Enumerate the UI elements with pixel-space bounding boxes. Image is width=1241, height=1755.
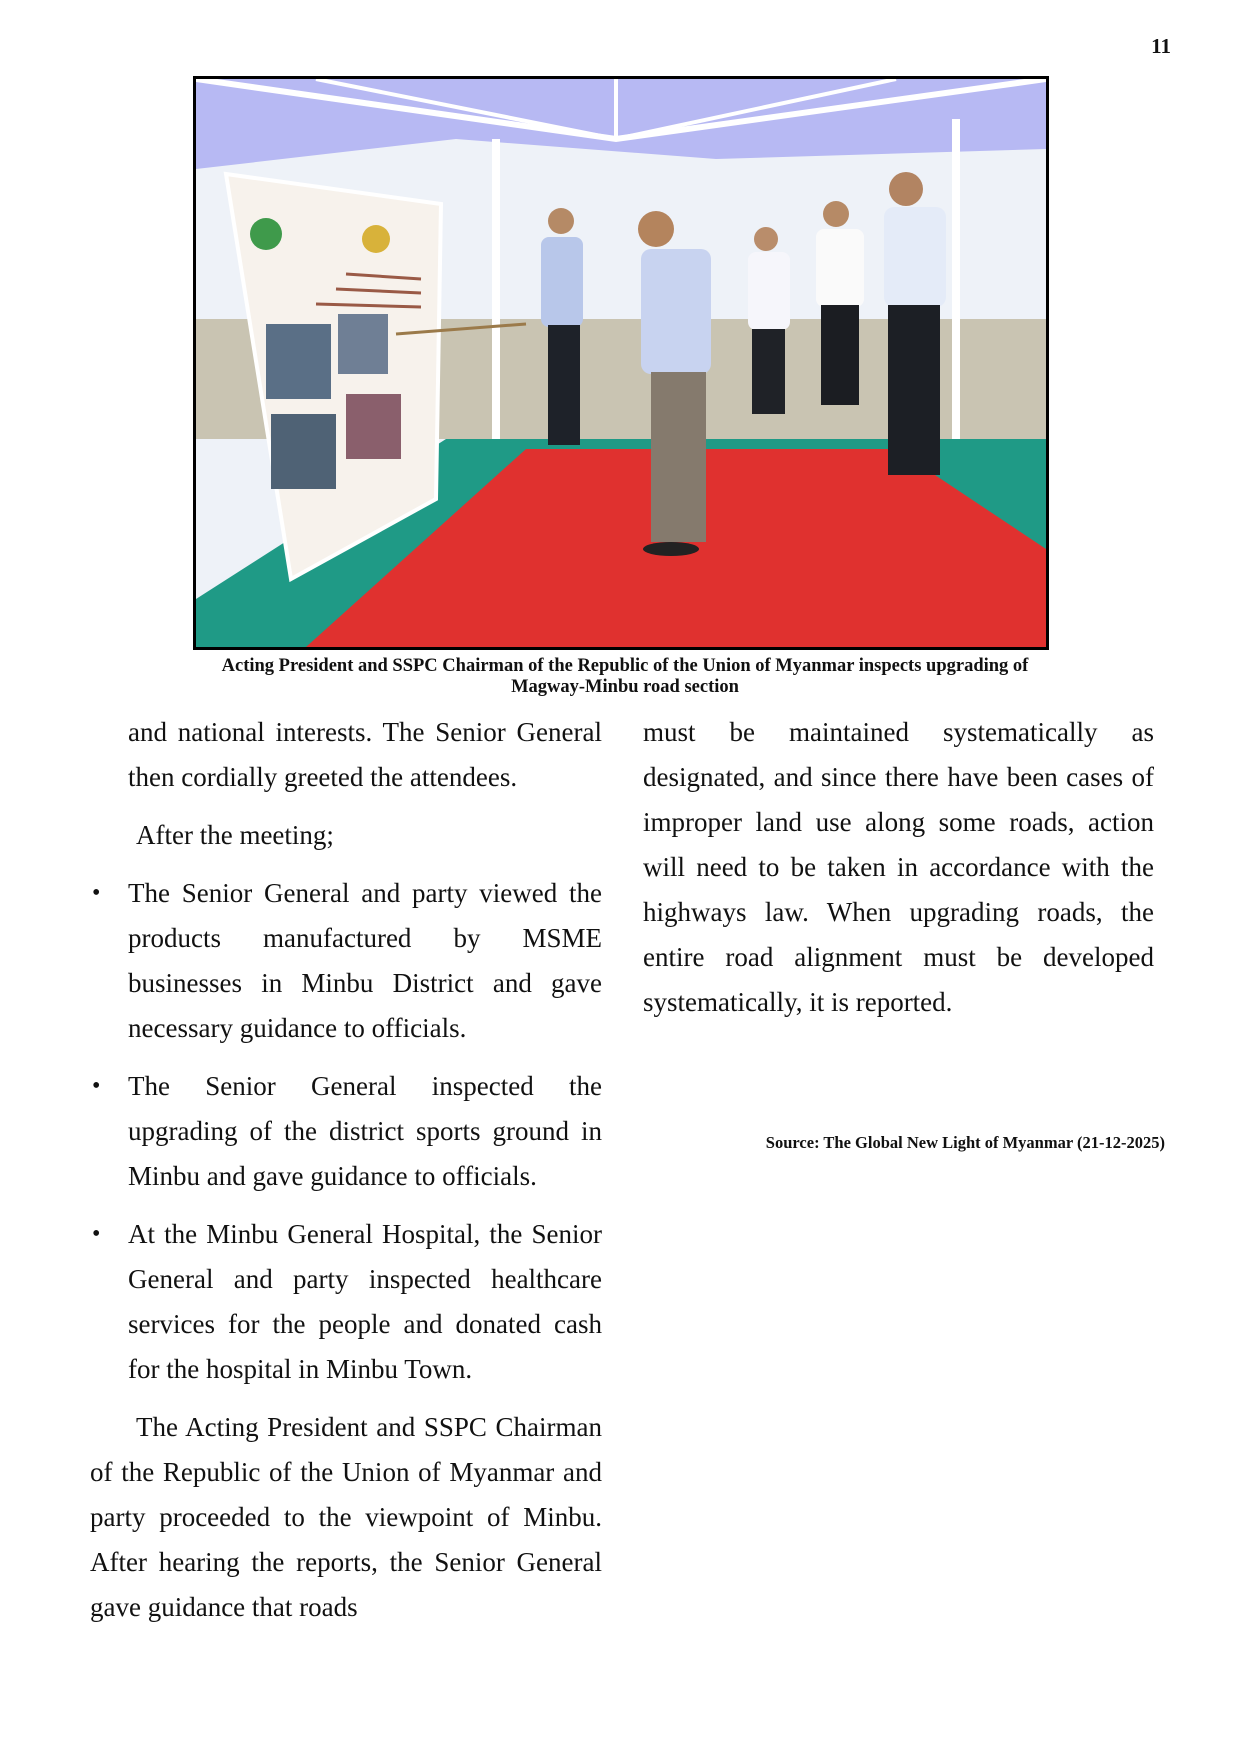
photo-caption — [150, 656, 1100, 698]
official-3 — [748, 227, 790, 414]
source-credit: Source: The Global New Light of Myanmar (21-12-2025) — [765, 1133, 1165, 1152]
closing-paragraph: The Acting President and SSPC Chairman of the Republic of the Union of Myanmar and party proceeded to the viewpoint of Minbu. After hearing the reports, the Senior General gave guidance that roads — [90, 1412, 602, 1622]
bullet-icon: • — [92, 1221, 101, 1247]
continuation-paragraph: must be maintained systematically as designated, and since there have been cases of improper land use along some roads, action will need to be taken in accordance with the highways law. When upgrading roads, the entire road alignment must be developed systematically, it is reported. — [643, 717, 1154, 1017]
caption-line-2: Magway-Minbu road section — [511, 677, 739, 697]
intro-paragraph: and national interests. The Senior General then cordially greeted the attendees. — [128, 717, 602, 792]
bullet-text: The Senior General inspected the upgrading of the district sports ground in Minbu and gave guidance to officials. — [128, 1071, 602, 1191]
official-4 — [816, 201, 864, 405]
bullet-text: At the Minbu General Hospital, the Senior General and party inspected healthcare services for the people and donated cash for the hospital in Minbu Town. — [128, 1219, 602, 1384]
official-5 — [884, 172, 946, 475]
list-item — [90, 1212, 602, 1392]
inspection-photo-illustration — [196, 79, 1046, 647]
page-number: 11 — [1151, 34, 1171, 58]
left-column — [90, 710, 602, 1630]
bullet-icon: • — [92, 880, 101, 906]
bullet-text: The Senior General and party viewed the products manufactured by MSME businesses in Minbu District and gave necessary guidance to officials. — [128, 878, 602, 1043]
news-photo — [193, 76, 1049, 650]
list-item — [90, 871, 602, 1051]
list-item — [90, 1064, 602, 1199]
right-column — [643, 710, 1154, 1025]
after-meeting-heading: After the meeting; — [136, 820, 334, 850]
caption-line-1: Acting President and SSPC Chairman of the Republic of the Union of Myanmar inspects upgrading of — [221, 656, 1029, 676]
bullet-icon: • — [92, 1073, 101, 1099]
